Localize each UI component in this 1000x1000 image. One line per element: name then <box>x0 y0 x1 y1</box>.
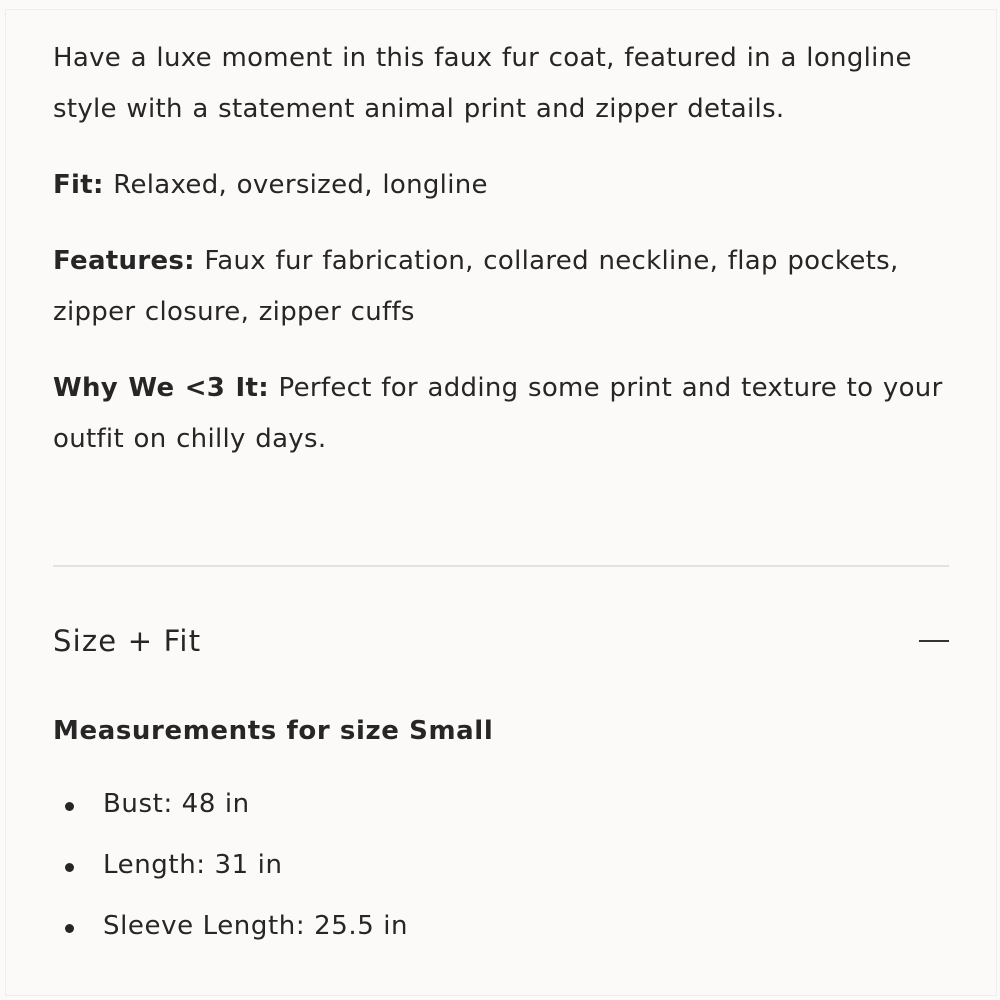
measurement-length: Length: 31 in <box>103 850 283 880</box>
features-detail <box>53 236 953 338</box>
bullet-icon <box>65 924 74 933</box>
description-text-block <box>53 33 953 465</box>
fit-label: Fit: <box>53 170 104 200</box>
features-label: Features: <box>53 246 195 276</box>
section-divider <box>53 565 949 567</box>
fit-detail <box>53 160 953 211</box>
size-fit-title: Size + Fit <box>53 624 202 658</box>
bullet-icon <box>65 863 74 872</box>
fit-value: Relaxed, oversized, longline <box>103 170 488 200</box>
measurement-sleeve-length: Sleeve Length: 25.5 in <box>103 911 409 941</box>
features-value: Faux fur fabrication, collared neckline, flap pockets, zipper closure, zipper cuffs <box>53 246 899 327</box>
measurement-bust: Bust: 48 in <box>103 789 250 819</box>
description-intro: Have a luxe moment in this faux fur coat, featured in a longline style with a statement animal print and zipper details. <box>53 43 912 124</box>
measurements-list <box>53 789 408 972</box>
why-we-love-it-detail <box>53 363 953 465</box>
product-description <box>53 33 953 465</box>
bullet-icon <box>65 802 74 811</box>
list-item <box>53 789 408 850</box>
why-label: Why We <3 It: <box>53 373 269 403</box>
minus-icon[interactable] <box>919 640 949 642</box>
why-value: Perfect for adding some print and texture to your outfit on chilly days. <box>53 373 943 454</box>
measurements-heading: Measurements for size Small <box>53 716 494 746</box>
list-item <box>53 911 408 972</box>
list-item <box>53 850 408 911</box>
size-fit-accordion-toggle[interactable] <box>53 617 949 665</box>
